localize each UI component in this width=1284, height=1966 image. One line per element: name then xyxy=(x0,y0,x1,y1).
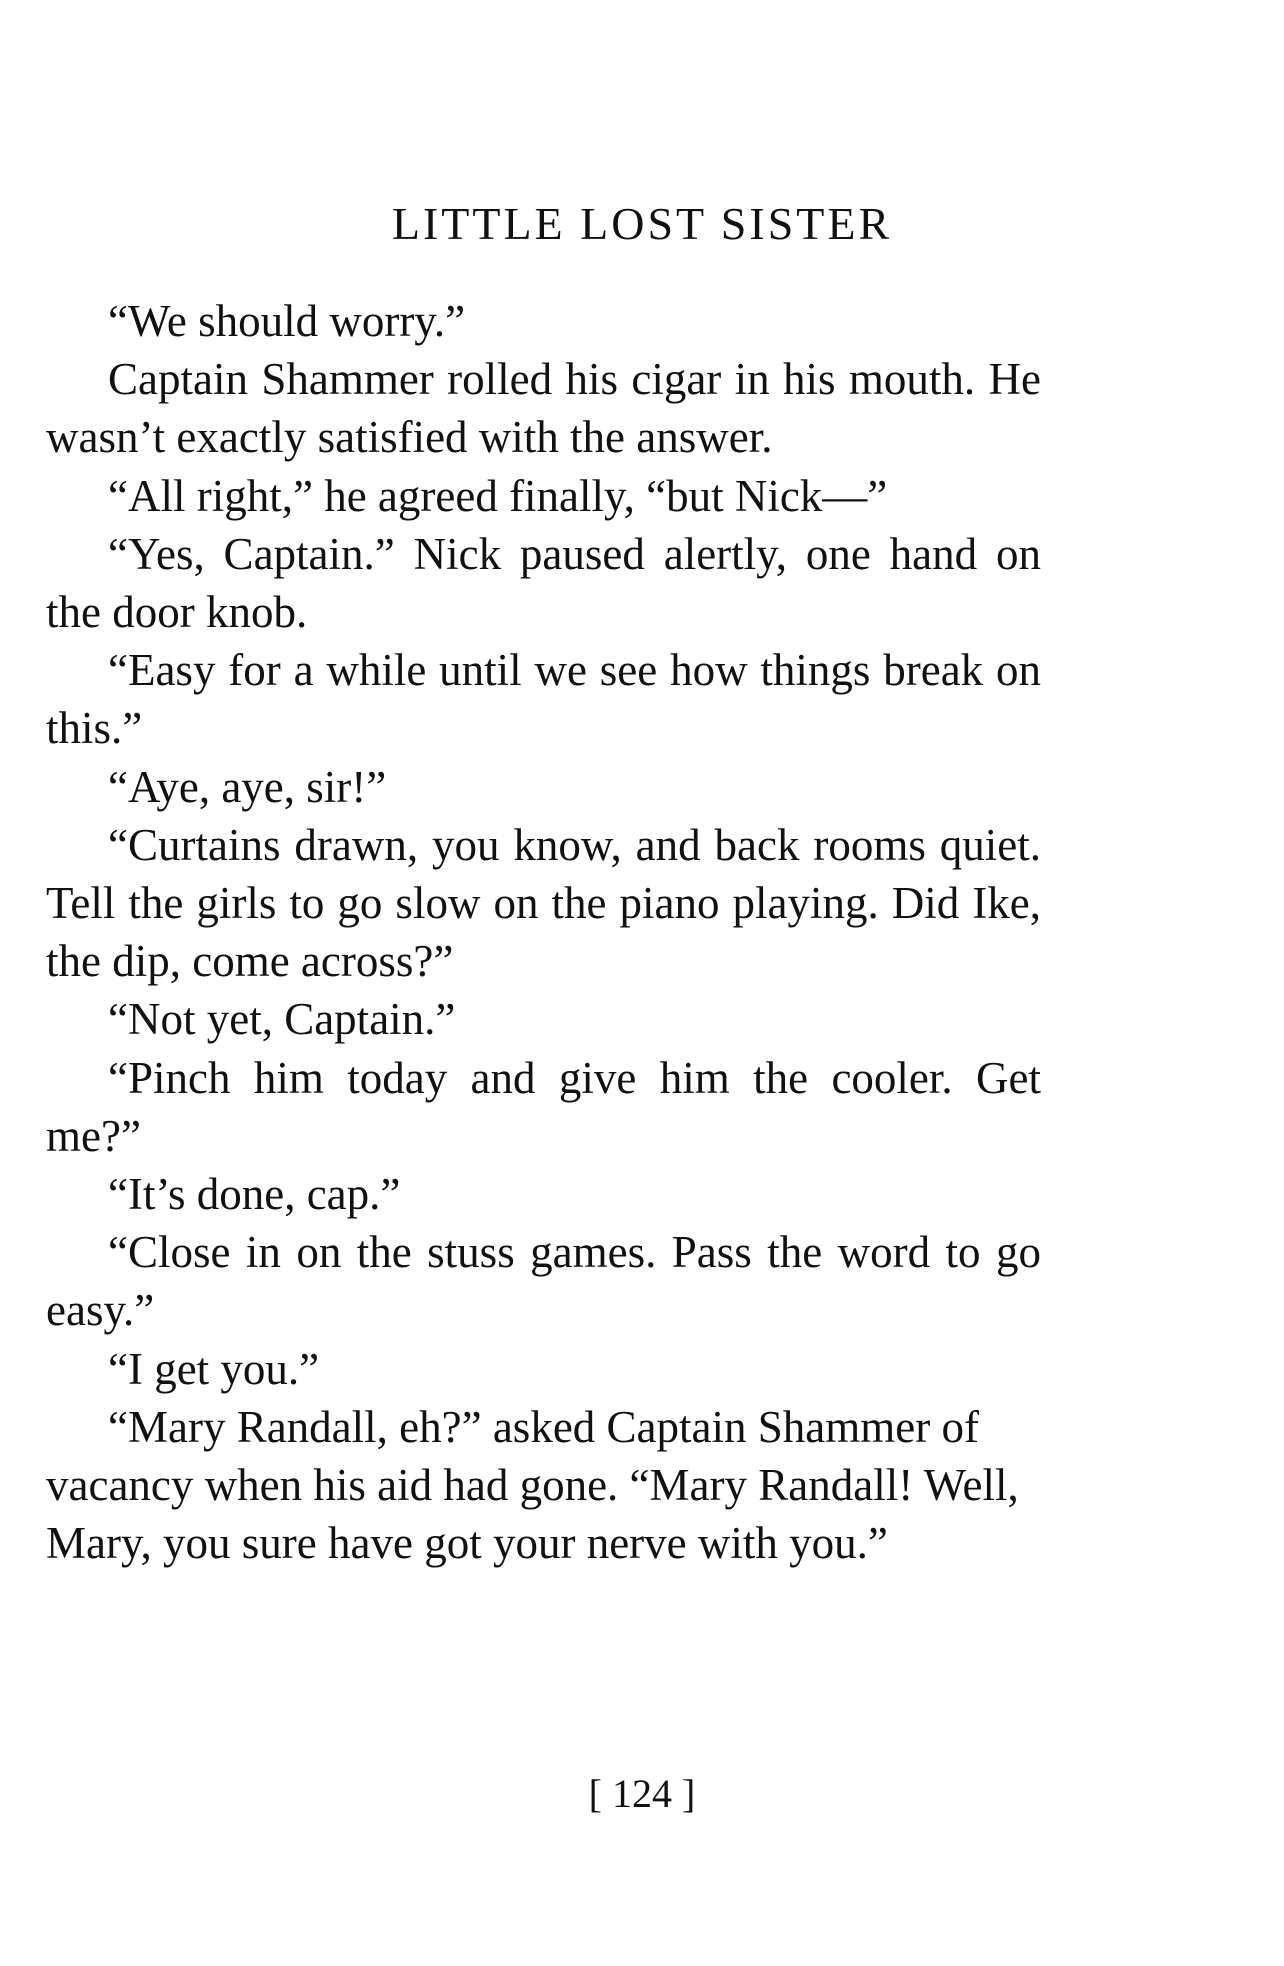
paragraph: “Close in on the stuss games. Pass the word to go easy.” xyxy=(46,1227,1041,1336)
running-head: LITTLE LOST SISTER xyxy=(391,198,893,249)
paragraph: “Not yet, Captain.” xyxy=(108,994,456,1045)
paragraph: “All right,” he agreed finally, “but Nick—” xyxy=(108,470,888,521)
paragraph: “I get you.” xyxy=(108,1343,320,1394)
paragraph: “Easy for a while until we see how things break on this.” xyxy=(46,645,1041,754)
paragraph: Captain Shammer rolled his cigar in his mouth. He wasn’t exactly satisfied with the answer. xyxy=(46,354,1041,463)
paragraph: “Curtains drawn, you know, and back rooms quiet. Tell the girls to go slow on the piano playing. Did Ike, the dip, come across?” xyxy=(46,819,1041,987)
paragraph: “Aye, aye, sir!” xyxy=(108,761,387,812)
paragraph: “Yes, Captain.” Nick paused alertly, one hand on the door knob. xyxy=(46,528,1041,638)
paragraph: “We should worry.” xyxy=(108,296,466,346)
body-text xyxy=(46,292,1041,1572)
paragraph: “Pinch him today and give him the cooler. Get me?” xyxy=(46,1052,1041,1161)
page-number: [ 124 ] xyxy=(588,1771,696,1816)
paragraph: “Mary Randall, eh?” asked Captain Shammer of vacancy when his aid had gone. “Mary Randall! Well, Mary, you sure have got your nerve with you.” xyxy=(46,1401,1019,1569)
paragraph: “It’s done, cap.” xyxy=(108,1169,401,1220)
